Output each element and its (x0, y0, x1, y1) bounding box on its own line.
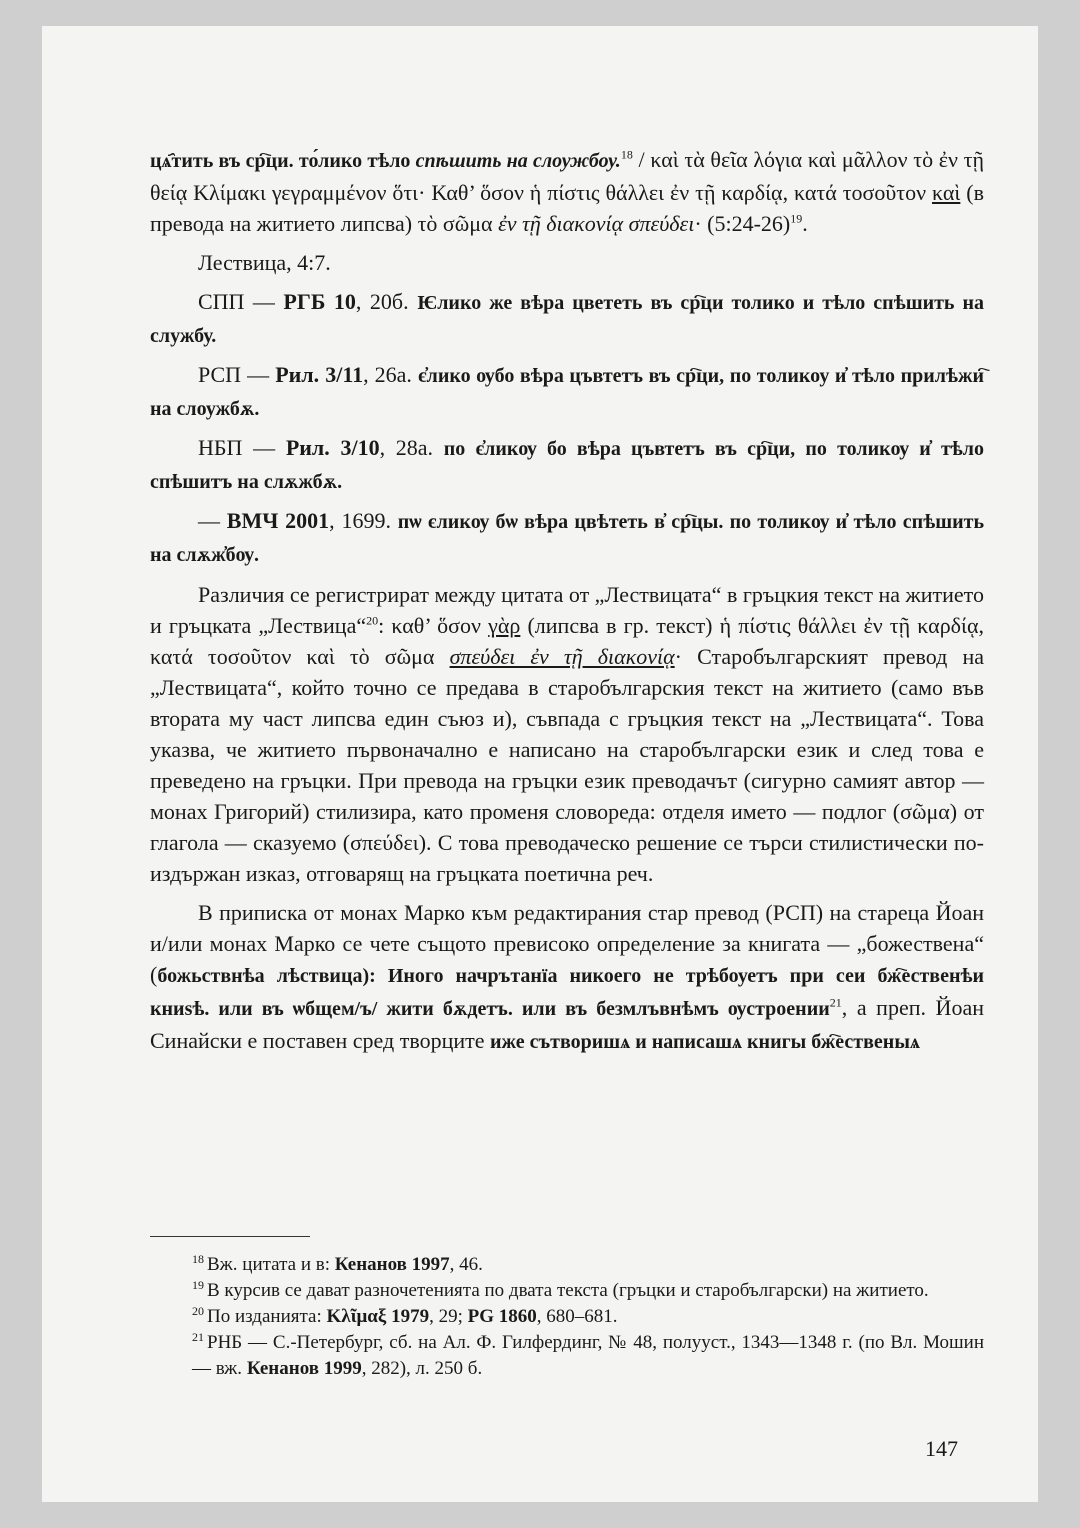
paragraph-quote-continuation: цѧ҄тить въ ср҇ци. то́лико тѣло спѣшить на слоужбоу.$^{18}$ / καὶ τὰ θεῖα λόγια καὶ μᾶλλον τὸ ἐν τῇ θείᾳ Κλίμακι γεγραμμένον ὅτι· Καθ’ ὅσον ἡ πίστις θάλλει ἐν τῇ καρδίᾳ, κατά τοσοῦτον καὶ (в превода на житието липсва) τὸ σῶμα ἐν τῇ διακονίᾳ σπεύδει· (5:24-26)$^{19}$. (150, 147, 985, 236)
citation-rsp: РСП — Рил. 3/11, 26а. є҆лико ѹбо вѣра цъвтетъ въ ср҇ци, по толикоу и҆ тѣло прилѣжи҇ на слоужбѫ. (150, 362, 985, 420)
old-bulgarian-italic-text: спѣшить на слоужбоу. (415, 150, 621, 172)
underlined-word: καὶ (932, 180, 961, 205)
paragraph-source: Лествица, 4:7. (198, 250, 331, 275)
footnote-ref-21[interactable]: 21 (829, 995, 842, 1010)
footnote-18: $^{18}$ Вж. цитата и в: Кенанов 1997, 46. (192, 1251, 483, 1275)
footnote-ref-20[interactable]: 20 (366, 613, 379, 628)
footnote-21: $^{21}$ РНБ — С.-Петербург, сб. на Ал. Ф. Гилфердинг, № 48, полууст., 1343—1348 г. (по Вл. Мошин — вж. Кенанов 1999, 282), л. 250 б. (192, 1329, 984, 1379)
main-text (150, 144, 984, 1066)
book-page (42, 26, 1038, 1502)
paragraph-differences: Различия се регистрират между цитата от „Лествицата“ в гръцкия текст на житието и гръцката „Лествица“$^{20}$: καθ’ ὅσον γὰρ (липсва в гр. текст) ἡ πίστις θάλλει ἐν τῇ καρδίᾳ, κατά τοσοῦτον καὶ τὸ σῶμα σπεύδει ἐν τῇ διακονίᾳ· Старобългарският превод на „Лествицата“, който точно се предава в старобългарския текст на житието (само във втората му част липсва един съюз и), съвпада с гръцкия текст на „Лествицата“. Това указва, че житието първоначално е написано на старобългарски език и след това е преведено на гръцки. При превода на гръцки език преводачът (сигурно самият автор — монах Григорий) стилизира, като променя словореда: отделя името — подлог (σῶμα) от глагола — сказуемо (σπεύδει). С това преводаческо решение се търси стилистически по-издържан изказ, отговарящ на гръцката поетична реч. (150, 582, 984, 886)
footnote-separator (150, 1236, 310, 1237)
page-number: 147 (925, 1436, 958, 1461)
citation-nbp: НБП — Рил. 3/10, 28а. по є҆ликѹ бо вѣра цъвтетъ въ ср҇ци, по толикѹ и҆ тѣло спѣшитъ на слѫжбѫ. (150, 435, 984, 493)
paragraph-inscription: В приписка от монах Марко към редактирания стар превод (РСП) на стареца Йоан и/или монах Марко се чете същото превисоко определение за книгата — „божествена“ (божьствнѣа лѣствица): Иного начрътанїа никоего не трѣбоуетъ при сеи бж҇ественѣи книѕѣ. или въ ѡбщем/ъ/ жити бѫдетъ. или въ безмлъвнѣмъ ѹстроении$^{21}$, а преп. Йоан Синайски е поставен сред творците иже сътворишѧ и написашѧ книгы бж҇ественыѧ (150, 900, 984, 1053)
citation-vmch: — ВМЧ 2001, 1699. пѡ єликѹ бѡ вѣра цвѣтеть в҆ ср҇цы. по толикѹ и҆ тѣло спѣшить на слѫж҆бѹ. (150, 508, 985, 566)
citation-spp: СПП — РГБ 10, 20б. Ѥлико же вѣра цвететь въ ср҇ци толико и тѣло спѣшить на службу. (150, 289, 985, 347)
greek-italic-phrase: ἐν τῇ διακονίᾳ σπεύδει (498, 211, 695, 236)
old-bulgarian-text: цѧ҄тить въ ср҇ци. то́лико тѣло (150, 150, 416, 172)
footnote-20: $^{20}$ По изданията: Κλῖμαξ 1979, 29; PG 1860, 680–681. (192, 1303, 618, 1327)
footnote-ref-19[interactable]: 19 (790, 211, 803, 226)
footnotes (192, 1252, 984, 1382)
footnote-ref-18[interactable]: 18 (620, 147, 633, 162)
footnote-19: $^{19}$ В курсив се дават разночетенията по двата текста (гръцки и старобългарски) на житието. (192, 1277, 929, 1301)
